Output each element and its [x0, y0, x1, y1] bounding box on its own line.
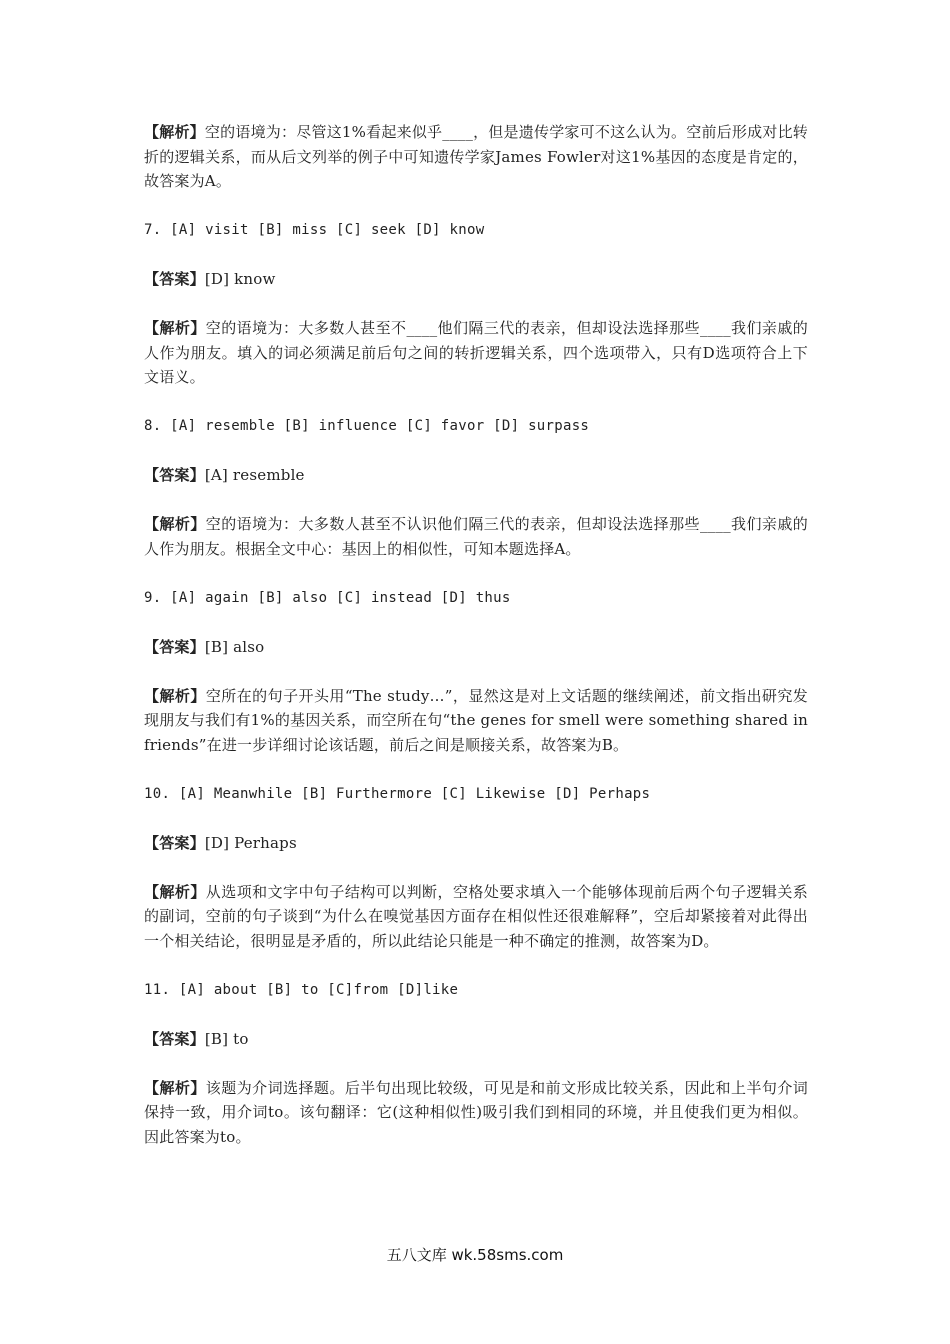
analysis-text: 该题为介词选择题。后半句出现比较级，可见是和前文形成比较关系，因此和上半句介词保持一致，用介词to。该句翻译：它(这种相似性)吸引我们到相同的环境，并且使我们更为相似。因此答案为to。 [144, 1078, 808, 1146]
analysis-tag: 【解析】 [144, 515, 206, 533]
answer-paragraph [144, 463, 808, 488]
page-footer: 五八文库 wk.58sms.com [386, 1246, 564, 1264]
question-11: 11. [A] about [B] to [C]from [D]like [144, 981, 459, 998]
answer-text: [D] Perhaps [204, 833, 297, 852]
analysis-text: 空的语境为：大多数人甚至不认识他们隔三代的表亲，但却设法选择那些____我们亲戚的人作为朋友。根据全文中心：基因上的相似性，可知本题选择A。 [144, 515, 808, 558]
analysis-tag: 【解析】 [144, 1078, 206, 1097]
analysis-text: 空的语境为：尽管这1%看起来似乎____，但是遗传学家可不这么认为。空前后形成对比转折的逻辑关系，而从后文列举的例子中可知遗传学家James Fowler对这1%基因的态度是肯定的，故答案为A。 [144, 123, 808, 190]
answer-paragraph [144, 635, 808, 660]
analysis-paragraph [144, 684, 808, 758]
analysis-text: 空的语境为：大多数人甚至不____他们隔三代的表亲，但却设法选择那些____我们亲戚的人作为朋友。填入的词必须满足前后句之间的转折逻辑关系，四个选项带入，只有D选项符合上下文语义。 [144, 319, 808, 386]
answer-text: [A] resemble [204, 466, 305, 484]
analysis-tag: 【解析】 [144, 686, 206, 705]
analysis-tag: 【解析】 [144, 882, 206, 901]
analysis-paragraph [144, 1076, 808, 1150]
answer-text: [D] know [204, 270, 276, 288]
analysis-text: 从选项和文字中句子结构可以判断，空格处要求填入一个能够体现前后两个句子逻辑关系的副词，空前的句子谈到“为什么在嗅觉基因方面存在相似性还很难解释”，空后却紧接着对此得出一个相关结论，很明显是矛盾的，所以此结论只能是一种不确定的推测，故答案为D。 [144, 882, 808, 950]
analysis-tag: 【解析】 [144, 319, 206, 337]
analysis-paragraph [144, 512, 808, 561]
analysis-paragraph [144, 316, 808, 390]
analysis-tag: 【解析】 [144, 123, 205, 141]
question-7: 7. [A] visit [B] miss [C] seek [D] know [144, 222, 485, 238]
answer-tag: 【答案】 [144, 270, 205, 288]
answer-tag: 【答案】 [144, 637, 205, 656]
question-9: 9. [A] again [B] also [C] instead [D] thus [144, 589, 511, 606]
document-body [144, 120, 808, 1174]
question-8: 8. [A] resemble [B] influence [C] favor [D] surpass [144, 418, 590, 434]
question-10: 10. [A] Meanwhile [B] Furthermore [C] Likewise [D] Perhaps [144, 785, 651, 802]
answer-paragraph [144, 831, 808, 856]
answer-text: [B] to [204, 1029, 249, 1048]
answer-tag: 【答案】 [144, 833, 205, 852]
answer-tag: 【答案】 [144, 1029, 205, 1048]
analysis-paragraph [144, 120, 808, 194]
answer-paragraph [144, 1027, 808, 1052]
answer-text: [B] also [204, 637, 265, 656]
analysis-text: 空所在的句子开头用“The study…”，显然这是对上文话题的继续阐述，前文指出研究发现朋友与我们有1%的基因关系，而空所在句“the genes for smell were something shared in friends”在进一步详细讨论该话题，前后之间是顺接关系，故答案为B。 [144, 686, 808, 754]
answer-paragraph [144, 267, 808, 292]
answer-tag: 【答案】 [144, 466, 205, 484]
analysis-paragraph [144, 880, 808, 954]
